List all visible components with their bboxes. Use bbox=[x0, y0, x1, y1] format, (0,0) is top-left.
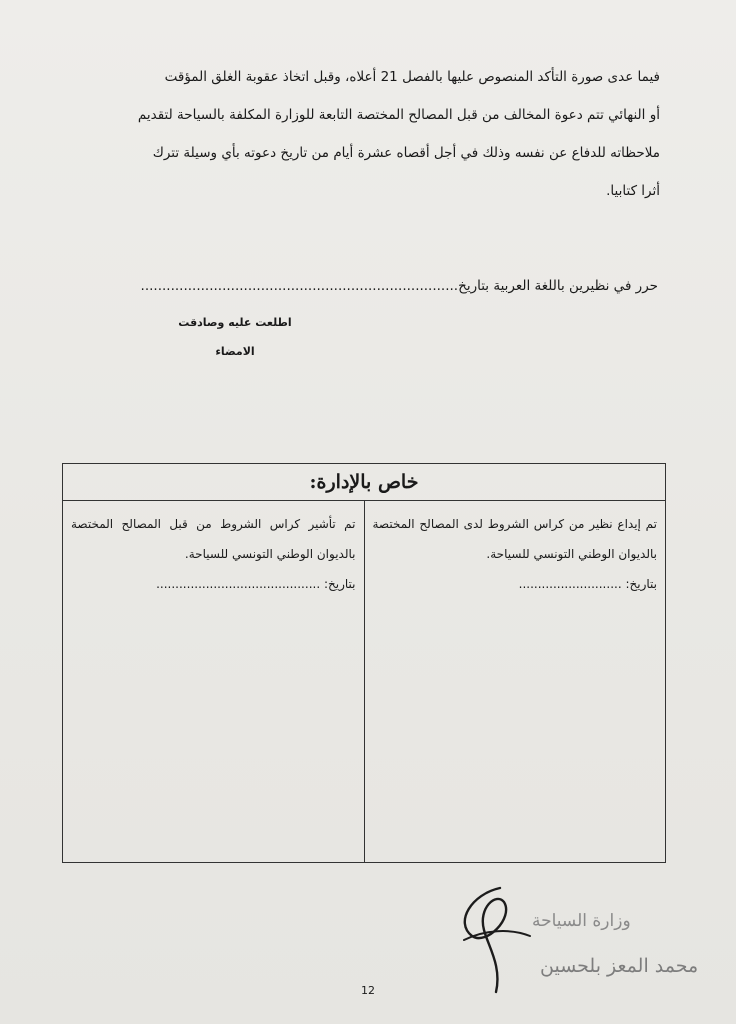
approval-label: اطلعت عليه وصادقت bbox=[178, 316, 292, 329]
administration-box-title: خاص بالإدارة: bbox=[63, 464, 665, 501]
deposit-date: بتاريخ: ........................... bbox=[518, 577, 657, 591]
paragraph-line: ملاحظاته للدفاع عن نفسه وذلك في أجل أقصاه عشرة أيام من تاريخ دعوته بأي وسيلة تترك bbox=[152, 145, 660, 161]
endorsement-column bbox=[63, 501, 365, 862]
signature-stroke bbox=[465, 888, 506, 992]
official-stamp-signature bbox=[392, 880, 699, 1000]
stamp-name-text: محمد المعز بلحسين bbox=[540, 955, 699, 977]
administration-columns bbox=[63, 501, 665, 862]
signature-label: الامضاء bbox=[215, 345, 255, 358]
endorsement-text: تم تأشير كراس الشروط من قبل المصالح المختصة بالديوان الوطني التونسي للسياحة. bbox=[71, 517, 356, 561]
legal-paragraph bbox=[60, 58, 660, 210]
signature-stroke bbox=[464, 931, 530, 940]
paragraph-line: أو النهائي تتم دعوة المخالف من قبل المصالح المختصة التابعة للوزارة المكلفة بالسياحة لتقديم bbox=[137, 107, 660, 123]
made-in-line: حرر في نظيرين باللغة العربية بتاريخ.......................................................................... bbox=[140, 278, 658, 294]
page-number: 12 bbox=[361, 984, 375, 997]
administration-box bbox=[62, 463, 666, 863]
deposit-text: تم إيداع نظير من كراس الشروط لدى المصالح المختصة بالديوان الوطني التونسي للسياحة. bbox=[372, 517, 657, 561]
stamp-ministry-text: وزارة السياحة bbox=[532, 911, 631, 931]
deposit-column bbox=[365, 501, 666, 862]
paragraph-line: أثرا كتابيا. bbox=[606, 183, 660, 199]
paragraph-line: فيما عدى صورة التأكد المنصوص عليها بالفصل 21 أعلاه، وقبل اتخاذ عقوبة الغلق المؤقت bbox=[164, 69, 660, 85]
endorsement-date: بتاريخ: ........................................... bbox=[156, 577, 356, 591]
